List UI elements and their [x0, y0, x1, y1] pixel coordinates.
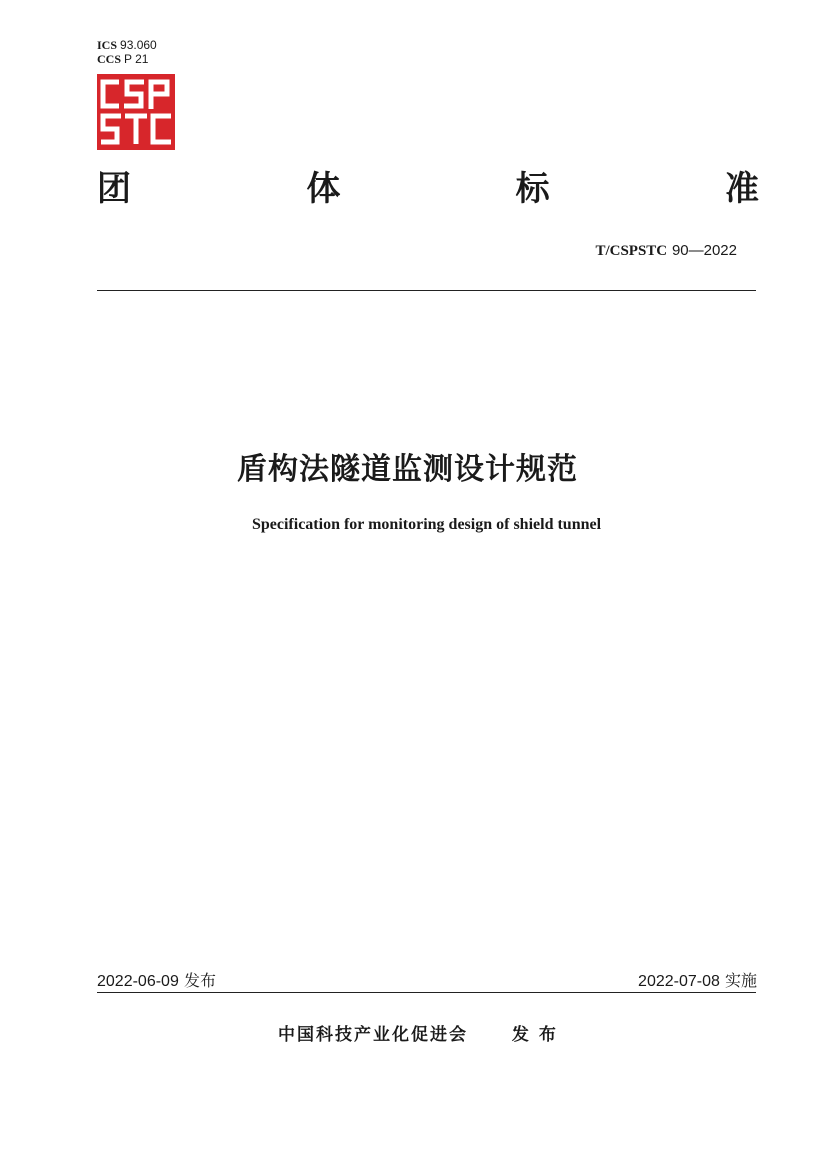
header-divider	[97, 290, 756, 291]
ccs-label: CCS	[97, 52, 122, 66]
issue-label: 发布	[183, 971, 216, 990]
standard-code-prefix: T/CSPSTC	[595, 243, 668, 259]
standard-code-number: 90—2022	[671, 242, 737, 259]
standard-type-char: 准	[724, 168, 759, 209]
footer-divider	[97, 992, 756, 993]
standard-type-heading	[97, 162, 759, 208]
implementation-date: 2022-07-08	[638, 973, 720, 990]
standard-type-char: 团	[97, 168, 131, 209]
document-title-chinese: 盾构法隧道监测设计规范	[237, 452, 578, 487]
issue-date-line	[97, 968, 216, 991]
ics-code	[97, 38, 157, 52]
publisher-action: 发布	[511, 1025, 566, 1045]
standard-type-char: 标	[515, 168, 550, 209]
document-title-english: Specification for monitoring design of shield tunnel	[251, 516, 602, 533]
implementation-label: 实施	[724, 971, 757, 990]
ics-value: 93.060	[120, 38, 157, 52]
ccs-value: P 21	[124, 52, 149, 66]
standard-code	[595, 241, 737, 260]
standard-type-char: 体	[306, 168, 341, 209]
cspstc-logo	[97, 74, 175, 150]
publisher-line	[278, 1020, 566, 1045]
classification-codes	[97, 38, 157, 66]
implementation-date-line	[638, 968, 757, 991]
issue-date: 2022-06-09	[97, 973, 179, 990]
publisher-name: 中国科技产业化促进会	[278, 1025, 468, 1045]
ccs-code	[97, 52, 157, 66]
ics-label: ICS	[97, 38, 118, 52]
